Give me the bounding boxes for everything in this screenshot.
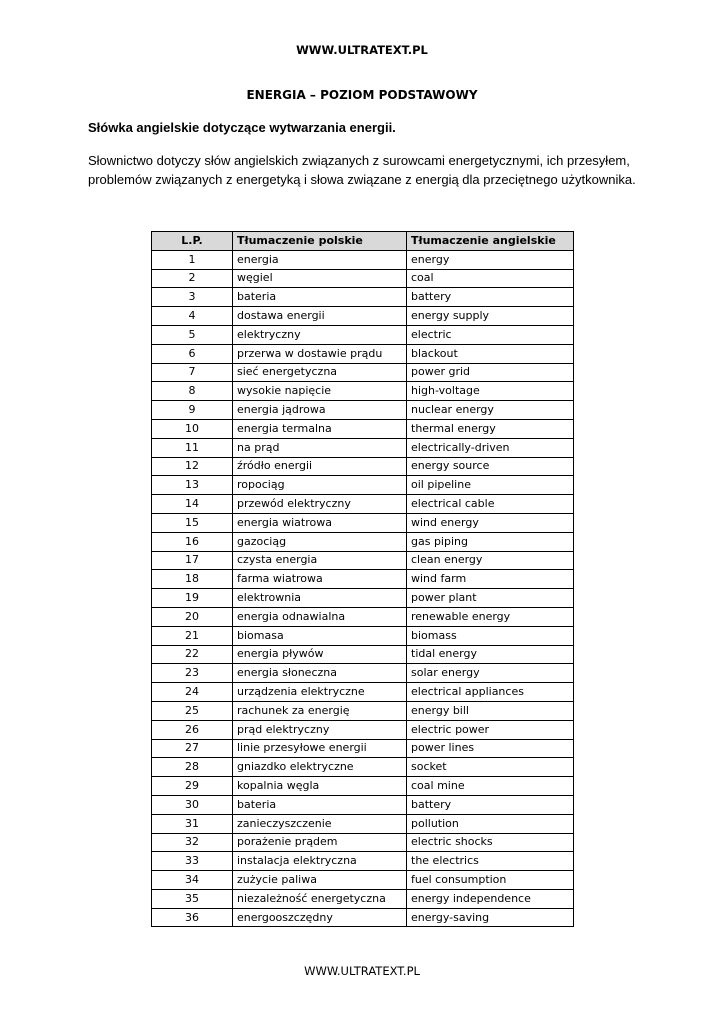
cell-polish: energia pływów [233,645,407,664]
cell-english: fuel consumption [407,871,574,890]
cell-english: energy bill [407,701,574,720]
cell-english: electric [407,325,574,344]
cell-english: energy [407,250,574,269]
cell-english: energy-saving [407,908,574,927]
page-subtitle: Słówka angielskie dotyczące wytwarzania energii. [88,120,396,135]
cell-english: power grid [407,363,574,382]
cell-lp: 28 [152,758,233,777]
cell-lp: 22 [152,645,233,664]
cell-english: wind farm [407,570,574,589]
cell-english: power lines [407,739,574,758]
cell-english: wind energy [407,513,574,532]
table-header-row [152,232,574,251]
cell-lp: 19 [152,589,233,608]
cell-lp: 10 [152,419,233,438]
cell-lp: 25 [152,701,233,720]
table-row [152,570,574,589]
cell-polish: bateria [233,288,407,307]
cell-lp: 27 [152,739,233,758]
cell-polish: urządzenia elektryczne [233,683,407,702]
cell-english: battery [407,795,574,814]
cell-polish: ropociąg [233,476,407,495]
footer-site-url: WWW.ULTRATEXT.PL [304,964,420,978]
cell-polish: bateria [233,795,407,814]
cell-english: blackout [407,344,574,363]
cell-lp: 13 [152,476,233,495]
table-row [152,607,574,626]
cell-english: coal mine [407,777,574,796]
cell-lp: 1 [152,250,233,269]
cell-lp: 33 [152,852,233,871]
intro-line-2: problemów związanych z energetyką i słowa związane z energią dla przeciętnego użytkownika. [88,172,636,187]
cell-lp: 23 [152,664,233,683]
cell-lp: 36 [152,908,233,927]
cell-polish: porażenie prądem [233,833,407,852]
intro-paragraph [88,151,648,189]
cell-polish: źródło energii [233,457,407,476]
table-row [152,701,574,720]
cell-lp: 31 [152,814,233,833]
cell-lp: 4 [152,307,233,326]
cell-polish: energia [233,250,407,269]
cell-english: electrical cable [407,495,574,514]
table-row [152,814,574,833]
table-row [152,551,574,570]
cell-english: biomass [407,626,574,645]
cell-lp: 18 [152,570,233,589]
cell-english: energy supply [407,307,574,326]
table-body [152,250,574,927]
table-row [152,795,574,814]
table-row [152,363,574,382]
cell-polish: przerwa w dostawie prądu [233,344,407,363]
cell-english: energy independence [407,889,574,908]
table-row [152,288,574,307]
table-row [152,382,574,401]
cell-lp: 7 [152,363,233,382]
cell-english: coal [407,269,574,288]
cell-english: nuclear energy [407,401,574,420]
table-row [152,307,574,326]
cell-polish: przewód elektryczny [233,495,407,514]
cell-english: electrically-driven [407,438,574,457]
page-title: ENERGIA – POZIOM PODSTAWOWY [246,88,478,102]
cell-polish: elektrownia [233,589,407,608]
cell-english: high-voltage [407,382,574,401]
cell-english: energy source [407,457,574,476]
table-row [152,852,574,871]
cell-english: the electrics [407,852,574,871]
cell-english: electric power [407,720,574,739]
table-row [152,777,574,796]
table-row [152,513,574,532]
cell-english: thermal energy [407,419,574,438]
cell-polish: biomasa [233,626,407,645]
cell-lp: 14 [152,495,233,514]
table-row [152,720,574,739]
table-row [152,532,574,551]
table-row [152,438,574,457]
cell-lp: 8 [152,382,233,401]
table-row [152,908,574,927]
cell-lp: 17 [152,551,233,570]
cell-english: socket [407,758,574,777]
cell-polish: energia wiatrowa [233,513,407,532]
table-row [152,401,574,420]
cell-polish: dostawa energii [233,307,407,326]
cell-lp: 30 [152,795,233,814]
table-row [152,664,574,683]
cell-polish: instalacja elektryczna [233,852,407,871]
table-row [152,758,574,777]
cell-english: electric shocks [407,833,574,852]
table-row [152,457,574,476]
cell-polish: energooszczędny [233,908,407,927]
header-polish: Tłumaczenie polskie [233,232,407,251]
cell-lp: 24 [152,683,233,702]
cell-lp: 11 [152,438,233,457]
intro-line-1: Słownictwo dotyczy słów angielskich związanych z surowcami energetycznymi, ich przesyłem, [88,153,630,168]
cell-polish: energia słoneczna [233,664,407,683]
cell-english: electrical appliances [407,683,574,702]
cell-polish: wysokie napięcie [233,382,407,401]
cell-english: clean energy [407,551,574,570]
cell-polish: rachunek za energię [233,701,407,720]
cell-lp: 12 [152,457,233,476]
cell-polish: farma wiatrowa [233,570,407,589]
cell-lp: 35 [152,889,233,908]
table-row [152,833,574,852]
cell-lp: 34 [152,871,233,890]
cell-lp: 26 [152,720,233,739]
table-row [152,419,574,438]
table-row [152,250,574,269]
cell-polish: węgiel [233,269,407,288]
cell-polish: na prąd [233,438,407,457]
table-row [152,683,574,702]
cell-english: battery [407,288,574,307]
table-row [152,495,574,514]
table-row [152,645,574,664]
header-site-url: WWW.ULTRATEXT.PL [296,43,428,57]
table-row [152,325,574,344]
cell-polish: linie przesyłowe energii [233,739,407,758]
cell-lp: 5 [152,325,233,344]
cell-polish: sieć energetyczna [233,363,407,382]
vocabulary-table [151,231,574,927]
cell-english: pollution [407,814,574,833]
cell-polish: energia termalna [233,419,407,438]
cell-english: oil pipeline [407,476,574,495]
cell-lp: 2 [152,269,233,288]
cell-lp: 16 [152,532,233,551]
cell-english: renewable energy [407,607,574,626]
cell-lp: 20 [152,607,233,626]
cell-lp: 6 [152,344,233,363]
cell-english: solar energy [407,664,574,683]
cell-polish: niezależność energetyczna [233,889,407,908]
table-row [152,626,574,645]
cell-lp: 32 [152,833,233,852]
cell-polish: gazociąg [233,532,407,551]
cell-polish: zużycie paliwa [233,871,407,890]
cell-lp: 21 [152,626,233,645]
cell-polish: czysta energia [233,551,407,570]
table-row [152,871,574,890]
header-lp: L.P. [152,232,233,251]
cell-polish: kopalnia węgla [233,777,407,796]
header-english: Tłumaczenie angielskie [407,232,574,251]
cell-polish: energia jądrowa [233,401,407,420]
table-row [152,589,574,608]
cell-lp: 3 [152,288,233,307]
table-row [152,889,574,908]
cell-lp: 9 [152,401,233,420]
cell-polish: energia odnawialna [233,607,407,626]
cell-lp: 29 [152,777,233,796]
table-row [152,269,574,288]
cell-english: tidal energy [407,645,574,664]
table-row [152,476,574,495]
table-row [152,739,574,758]
cell-lp: 15 [152,513,233,532]
cell-polish: zanieczyszczenie [233,814,407,833]
table-row [152,344,574,363]
cell-english: gas piping [407,532,574,551]
cell-polish: gniazdko elektryczne [233,758,407,777]
cell-polish: prąd elektryczny [233,720,407,739]
cell-polish: elektryczny [233,325,407,344]
cell-english: power plant [407,589,574,608]
